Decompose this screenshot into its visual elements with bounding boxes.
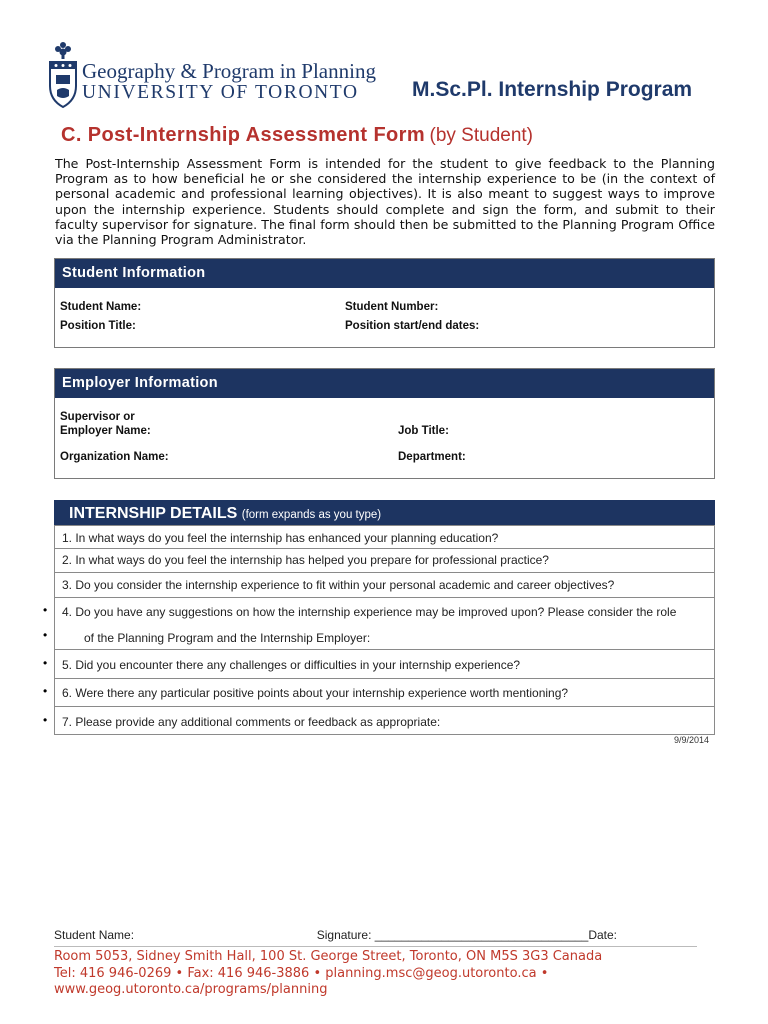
footer-divider bbox=[54, 946, 697, 947]
question-2-text: 2. In what ways do you feel the internship has helped you prepare for professional practice? bbox=[62, 553, 549, 567]
sig-signature-date-label: Signature: ________________________________Date: bbox=[316, 928, 618, 942]
bullet-icon: • bbox=[43, 713, 48, 727]
employer-info-panel bbox=[54, 368, 715, 479]
university-logo bbox=[48, 40, 378, 112]
form-title: C. Post-Internship Assessment Form bbox=[61, 124, 426, 146]
employer-info-heading: Employer Information bbox=[55, 369, 714, 398]
organization-label: Organization Name: bbox=[60, 451, 169, 463]
form-subtitle: (by Student) bbox=[429, 125, 533, 146]
sig-student-name-label: Student Name: bbox=[54, 928, 135, 942]
intro-paragraph: The Post-Internship Assessment Form is intended for the student to give feedback to the Planning Program as to how beneficial he or she considered the internship experience to be (in the context of personal academic and professional learning objectives). It is also meant to suggest ways to improve upon the internship experience. Students should complete and sign the form, and submit to their faculty supervisor for signature. The final form should then be submitted to the Planning Program Office via the Planning Program Administrator. bbox=[55, 156, 715, 248]
question-3-text: 3. Do you consider the internship experience to fit within your personal academic and career objectives? bbox=[62, 578, 615, 592]
details-title: INTERNSHIP DETAILS bbox=[69, 505, 238, 522]
job-title-label: Job Title: bbox=[398, 425, 449, 437]
university-name: UNIVERSITY OF TORONTO bbox=[82, 82, 359, 103]
student-info-heading: Student Information bbox=[55, 259, 714, 288]
footer-contact: Tel: 416 946-0269 • Fax: 416 946-3886 • planning.msc@geog.utoronto.ca • bbox=[54, 965, 549, 981]
university-crest-icon bbox=[48, 40, 78, 110]
position-dates-label: Position start/end dates: bbox=[345, 320, 480, 332]
question-3-field[interactable] bbox=[54, 573, 715, 598]
revision-date: 9/9/2014 bbox=[674, 735, 710, 745]
student-number-label: Student Number: bbox=[345, 301, 439, 313]
question-4-text: 4. Do you have any suggestions on how the internship experience may be improved upon? Please consider the role bbox=[62, 605, 677, 619]
question-6-text: 6. Were there any particular positive points about your internship experience worth mentioning? bbox=[62, 686, 569, 700]
position-title-label: Position Title: bbox=[60, 320, 136, 332]
details-note: (form expands as you type) bbox=[241, 509, 382, 521]
bullet-icon: • bbox=[43, 656, 48, 670]
question-7-field[interactable] bbox=[43, 707, 715, 735]
question-5-field[interactable] bbox=[43, 650, 715, 679]
internship-details-heading bbox=[54, 500, 715, 525]
supervisor-label-line1: Supervisor or bbox=[60, 411, 135, 423]
supervisor-label-line2: Employer Name: bbox=[60, 425, 151, 437]
question-1-field[interactable] bbox=[54, 525, 715, 549]
internship-details-section bbox=[43, 500, 715, 735]
question-6-field[interactable] bbox=[43, 679, 715, 707]
form-heading bbox=[61, 124, 533, 147]
department-label: Department: bbox=[398, 451, 466, 463]
footer-website-link[interactable]: www.geog.utoronto.ca/programs/planning bbox=[54, 982, 328, 997]
student-name-label: Student Name: bbox=[60, 301, 142, 313]
question-7-text: 7. Please provide any additional comments or feedback as appropriate: bbox=[62, 715, 441, 729]
department-name: Geography & Program in Planning bbox=[82, 59, 376, 83]
question-5-text: 5. Did you encounter there any challenges or difficulties in your internship experience? bbox=[62, 658, 521, 672]
bullet-icon: • bbox=[43, 684, 48, 698]
footer-address: Room 5053, Sidney Smith Hall, 100 St. George Street, Toronto, ON M5S 3G3 Canada bbox=[54, 949, 603, 964]
question-4-field[interactable] bbox=[43, 598, 715, 650]
student-info-panel bbox=[54, 258, 715, 348]
footer bbox=[54, 949, 602, 999]
question-1-text: 1. In what ways do you feel the internship has enhanced your planning education? bbox=[62, 531, 499, 545]
program-title: M.Sc.Pl. Internship Program bbox=[412, 78, 693, 101]
question-4-text-cont: of the Planning Program and the Internship Employer: bbox=[84, 631, 371, 645]
question-2-field[interactable] bbox=[54, 549, 715, 573]
bullet-icon: • bbox=[43, 628, 48, 642]
signature-line bbox=[54, 928, 617, 942]
bullet-icon: • bbox=[43, 603, 48, 617]
